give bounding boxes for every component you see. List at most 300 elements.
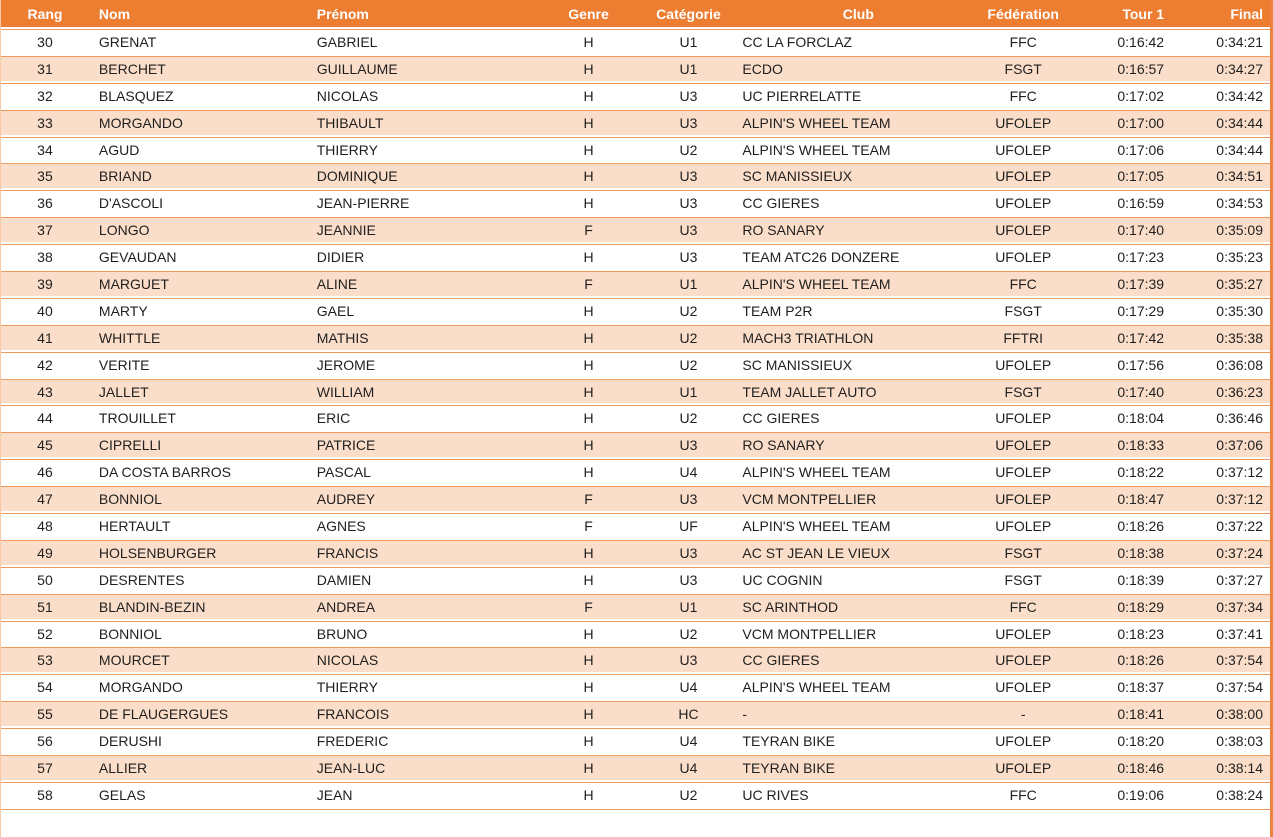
cell-federation: UFOLEP bbox=[995, 222, 1052, 239]
cell-tour1: 0:18:33 bbox=[1117, 437, 1165, 454]
header-club: Club bbox=[842, 5, 874, 22]
cell-final: 0:37:12 bbox=[1216, 491, 1263, 508]
cell-categorie: U3 bbox=[679, 544, 698, 561]
cell-federation: UFOLEP bbox=[995, 759, 1052, 776]
cell-prenom: PASCAL bbox=[316, 464, 371, 481]
cell-prenom: NICOLAS bbox=[316, 652, 379, 669]
cell-genre: H bbox=[583, 437, 594, 454]
cell-tour1: 0:17:39 bbox=[1117, 275, 1165, 292]
cell-genre: H bbox=[583, 33, 594, 50]
cell-tour1: 0:16:57 bbox=[1117, 60, 1165, 77]
cell-rang: 44 bbox=[37, 410, 53, 427]
header-categorie: Catégorie bbox=[656, 5, 721, 22]
cell-nom: MARTY bbox=[98, 302, 148, 319]
table-row bbox=[1, 486, 1273, 511]
cell-categorie: U3 bbox=[679, 491, 698, 508]
header-final: Final bbox=[1230, 5, 1263, 22]
cell-categorie: U4 bbox=[679, 464, 698, 481]
cell-federation: UFOLEP bbox=[995, 491, 1052, 508]
cell-categorie: U3 bbox=[679, 222, 698, 239]
cell-final: 0:34:53 bbox=[1216, 195, 1263, 212]
cell-tour1: 0:17:40 bbox=[1117, 222, 1165, 239]
table-row bbox=[1, 432, 1273, 457]
table-header-row bbox=[1, 0, 1273, 27]
cell-final: 0:35:38 bbox=[1216, 329, 1263, 346]
cell-rang: 48 bbox=[37, 517, 53, 534]
table-row bbox=[1, 110, 1273, 135]
table-row bbox=[1, 325, 1273, 350]
cell-rang: 55 bbox=[37, 706, 53, 723]
cell-federation: UFOLEP bbox=[995, 195, 1052, 212]
cell-categorie: U2 bbox=[679, 141, 698, 158]
cell-club: UC PIERRELATTE bbox=[742, 87, 862, 104]
cell-final: 0:37:54 bbox=[1216, 652, 1263, 669]
cell-club: ECDO bbox=[742, 60, 783, 77]
cell-club: SC MANISSIEUX bbox=[742, 356, 853, 373]
cell-prenom: GABRIEL bbox=[316, 33, 378, 50]
cell-club: VCM MONTPELLIER bbox=[742, 625, 877, 642]
header-prenom: Prénom bbox=[316, 5, 369, 22]
table-row bbox=[1, 782, 1273, 807]
cell-categorie: U3 bbox=[679, 168, 698, 185]
cell-categorie: UF bbox=[679, 517, 698, 534]
cell-federation: FSGT bbox=[1004, 383, 1042, 400]
cell-rang: 33 bbox=[37, 114, 53, 131]
cell-rang: 42 bbox=[37, 356, 53, 373]
cell-federation: UFOLEP bbox=[995, 464, 1052, 481]
cell-prenom: JEAN-PIERRE bbox=[316, 195, 410, 212]
cell-prenom: NICOLAS bbox=[316, 87, 379, 104]
cell-categorie: U3 bbox=[679, 195, 698, 212]
cell-final: 0:37:41 bbox=[1216, 625, 1263, 642]
cell-nom: AGUD bbox=[98, 141, 140, 158]
cell-nom: MOURCET bbox=[98, 652, 170, 669]
cell-rang: 38 bbox=[37, 249, 53, 266]
table-row bbox=[1, 217, 1273, 242]
cell-prenom: JEANNIE bbox=[316, 222, 376, 239]
cell-club: ALPIN'S WHEEL TEAM bbox=[742, 275, 891, 292]
cell-nom: CIPRELLI bbox=[98, 437, 162, 454]
cell-genre: H bbox=[583, 625, 594, 642]
cell-tour1: 0:18:26 bbox=[1117, 517, 1165, 534]
table-row bbox=[1, 728, 1273, 753]
cell-federation: FFC bbox=[1009, 87, 1037, 104]
cell-federation: UFOLEP bbox=[995, 679, 1052, 696]
cell-categorie: U4 bbox=[679, 679, 698, 696]
cell-final: 0:35:23 bbox=[1216, 249, 1263, 266]
cell-rang: 54 bbox=[37, 679, 53, 696]
cell-federation: UFOLEP bbox=[995, 168, 1052, 185]
cell-categorie: U2 bbox=[679, 625, 698, 642]
cell-final: 0:34:27 bbox=[1216, 60, 1263, 77]
cell-categorie: U1 bbox=[679, 383, 698, 400]
cell-final: 0:36:23 bbox=[1216, 383, 1263, 400]
cell-club: TEYRAN BIKE bbox=[742, 733, 836, 750]
cell-nom: VERITE bbox=[98, 356, 150, 373]
table-bottom-border bbox=[1, 809, 1273, 810]
cell-final: 0:37:06 bbox=[1216, 437, 1263, 454]
table-row bbox=[1, 83, 1273, 108]
cell-categorie: U2 bbox=[679, 786, 698, 803]
cell-final: 0:37:24 bbox=[1216, 544, 1263, 561]
cell-genre: H bbox=[583, 544, 594, 561]
cell-club: RO SANARY bbox=[742, 222, 825, 239]
cell-federation: UFOLEP bbox=[995, 733, 1052, 750]
table-row bbox=[1, 755, 1273, 780]
cell-rang: 43 bbox=[37, 383, 53, 400]
cell-club: CC GIERES bbox=[742, 652, 820, 669]
cell-federation: FFC bbox=[1009, 33, 1037, 50]
cell-rang: 39 bbox=[37, 275, 53, 292]
cell-final: 0:37:54 bbox=[1216, 679, 1263, 696]
cell-rang: 46 bbox=[37, 464, 53, 481]
cell-club: VCM MONTPELLIER bbox=[742, 491, 877, 508]
cell-tour1: 0:18:41 bbox=[1117, 706, 1165, 723]
cell-categorie: U2 bbox=[679, 329, 698, 346]
cell-tour1: 0:16:42 bbox=[1117, 33, 1165, 50]
cell-tour1: 0:19:06 bbox=[1117, 786, 1165, 803]
cell-categorie: U2 bbox=[679, 410, 698, 427]
cell-rang: 49 bbox=[37, 544, 53, 561]
cell-club: - bbox=[742, 706, 748, 723]
cell-club: SC ARINTHOD bbox=[742, 598, 839, 615]
cell-tour1: 0:17:05 bbox=[1117, 168, 1165, 185]
cell-rang: 36 bbox=[37, 195, 53, 212]
cell-prenom: GAEL bbox=[316, 302, 355, 319]
cell-genre: H bbox=[583, 759, 594, 776]
cell-federation: UFOLEP bbox=[995, 410, 1052, 427]
table-row bbox=[1, 56, 1273, 81]
cell-genre: H bbox=[583, 114, 594, 131]
cell-nom: GEVAUDAN bbox=[98, 249, 177, 266]
table-row bbox=[1, 513, 1273, 538]
cell-genre: H bbox=[583, 706, 594, 723]
cell-prenom: ERIC bbox=[316, 410, 351, 427]
cell-genre: H bbox=[583, 329, 594, 346]
cell-rang: 34 bbox=[37, 141, 53, 158]
cell-categorie: U1 bbox=[679, 598, 698, 615]
header-federation: Fédération bbox=[987, 5, 1059, 22]
cell-tour1: 0:17:06 bbox=[1117, 141, 1165, 158]
cell-tour1: 0:17:29 bbox=[1117, 302, 1165, 319]
cell-nom: MORGANDO bbox=[98, 679, 183, 696]
cell-club: ALPIN'S WHEEL TEAM bbox=[742, 464, 891, 481]
cell-federation: FSGT bbox=[1004, 302, 1042, 319]
cell-club: MACH3 TRIATHLON bbox=[742, 329, 874, 346]
cell-club: CC GIERES bbox=[742, 410, 820, 427]
cell-federation: UFOLEP bbox=[995, 625, 1052, 642]
cell-final: 0:38:24 bbox=[1216, 786, 1263, 803]
cell-nom: BONNIOL bbox=[98, 491, 162, 508]
cell-club: ALPIN'S WHEEL TEAM bbox=[742, 679, 891, 696]
cell-rang: 35 bbox=[37, 168, 53, 185]
cell-final: 0:34:44 bbox=[1216, 114, 1263, 131]
cell-final: 0:37:34 bbox=[1216, 598, 1263, 615]
cell-rang: 57 bbox=[37, 759, 53, 776]
cell-nom: BLANDIN-BEZIN bbox=[98, 598, 206, 615]
cell-categorie: HC bbox=[678, 706, 699, 723]
cell-tour1: 0:18:23 bbox=[1117, 625, 1165, 642]
cell-rang: 58 bbox=[37, 786, 53, 803]
cell-prenom: ANDREA bbox=[316, 598, 376, 615]
cell-prenom: JEAN-LUC bbox=[316, 759, 386, 776]
cell-final: 0:38:00 bbox=[1216, 706, 1263, 723]
cell-categorie: U1 bbox=[679, 60, 698, 77]
cell-club: AC ST JEAN LE VIEUX bbox=[742, 544, 890, 561]
cell-tour1: 0:18:37 bbox=[1117, 679, 1165, 696]
cell-categorie: U2 bbox=[679, 302, 698, 319]
cell-nom: BERCHET bbox=[98, 60, 166, 77]
cell-genre: H bbox=[583, 786, 594, 803]
cell-genre: H bbox=[583, 302, 594, 319]
cell-federation: UFOLEP bbox=[995, 249, 1052, 266]
cell-club: ALPIN'S WHEEL TEAM bbox=[742, 517, 891, 534]
cell-rang: 41 bbox=[37, 329, 53, 346]
cell-rang: 30 bbox=[37, 33, 53, 50]
cell-federation: - bbox=[1020, 706, 1026, 723]
cell-categorie: U3 bbox=[679, 571, 698, 588]
cell-genre: H bbox=[583, 571, 594, 588]
table-row bbox=[1, 459, 1273, 484]
cell-final: 0:37:22 bbox=[1216, 517, 1263, 534]
table-row bbox=[1, 29, 1273, 54]
table-row bbox=[1, 567, 1273, 592]
cell-final: 0:37:27 bbox=[1216, 571, 1263, 588]
cell-federation: UFOLEP bbox=[995, 437, 1052, 454]
cell-prenom: THIERRY bbox=[316, 141, 378, 158]
cell-federation: FFC bbox=[1009, 275, 1037, 292]
cell-nom: MARGUET bbox=[98, 275, 169, 292]
cell-nom: DERUSHI bbox=[98, 733, 162, 750]
cell-prenom: FRANCOIS bbox=[316, 706, 390, 723]
cell-genre: H bbox=[583, 733, 594, 750]
cell-club: UC RIVES bbox=[742, 786, 809, 803]
cell-genre: F bbox=[584, 222, 593, 239]
cell-prenom: PATRICE bbox=[316, 437, 376, 454]
cell-nom: HOLSENBURGER bbox=[98, 544, 217, 561]
cell-nom: D'ASCOLI bbox=[98, 195, 164, 212]
header-tour1: Tour 1 bbox=[1122, 5, 1165, 22]
cell-rang: 53 bbox=[37, 652, 53, 669]
cell-nom: BLASQUEZ bbox=[98, 87, 174, 104]
header-genre: Genre bbox=[568, 5, 609, 22]
cell-nom: DA COSTA BARROS bbox=[98, 464, 231, 481]
cell-tour1: 0:17:56 bbox=[1117, 356, 1165, 373]
cell-nom: TROUILLET bbox=[98, 410, 176, 427]
cell-final: 0:34:42 bbox=[1216, 87, 1263, 104]
cell-categorie: U4 bbox=[679, 733, 698, 750]
cell-nom: DESRENTES bbox=[98, 571, 185, 588]
cell-nom: LONGO bbox=[98, 222, 150, 239]
cell-final: 0:36:46 bbox=[1216, 410, 1263, 427]
cell-prenom: WILLIAM bbox=[316, 383, 375, 400]
cell-federation: UFOLEP bbox=[995, 517, 1052, 534]
cell-rang: 31 bbox=[37, 60, 53, 77]
cell-genre: H bbox=[583, 60, 594, 77]
cell-prenom: MATHIS bbox=[316, 329, 369, 346]
table-row bbox=[1, 379, 1273, 404]
cell-genre: H bbox=[583, 679, 594, 696]
cell-tour1: 0:17:00 bbox=[1117, 114, 1165, 131]
table-row bbox=[1, 352, 1273, 377]
cell-nom: GRENAT bbox=[98, 33, 157, 50]
cell-federation: UFOLEP bbox=[995, 652, 1052, 669]
cell-tour1: 0:16:59 bbox=[1117, 195, 1165, 212]
cell-prenom: AUDREY bbox=[316, 491, 376, 508]
cell-final: 0:35:30 bbox=[1216, 302, 1263, 319]
cell-club: CC LA FORCLAZ bbox=[742, 33, 853, 50]
cell-genre: F bbox=[584, 598, 593, 615]
cell-club: ALPIN'S WHEEL TEAM bbox=[742, 141, 891, 158]
table-row bbox=[1, 163, 1273, 188]
cell-club: UC COGNIN bbox=[742, 571, 823, 588]
cell-categorie: U3 bbox=[679, 249, 698, 266]
cell-prenom: AGNES bbox=[316, 517, 366, 534]
cell-nom: GELAS bbox=[98, 786, 146, 803]
cell-prenom: BRUNO bbox=[316, 625, 368, 642]
cell-prenom: FREDERIC bbox=[316, 733, 389, 750]
table-row bbox=[1, 701, 1273, 726]
cell-prenom: THIBAULT bbox=[316, 114, 384, 131]
cell-prenom: THIERRY bbox=[316, 679, 378, 696]
cell-final: 0:38:14 bbox=[1216, 759, 1263, 776]
cell-categorie: U4 bbox=[679, 759, 698, 776]
cell-tour1: 0:18:46 bbox=[1117, 759, 1165, 776]
cell-tour1: 0:18:20 bbox=[1117, 733, 1165, 750]
table-row bbox=[1, 244, 1273, 269]
cell-prenom: DIDIER bbox=[316, 249, 365, 266]
cell-rang: 32 bbox=[37, 87, 53, 104]
cell-rang: 47 bbox=[37, 491, 53, 508]
cell-nom: JALLET bbox=[98, 383, 149, 400]
cell-genre: H bbox=[583, 383, 594, 400]
cell-prenom: ALINE bbox=[316, 275, 358, 292]
cell-nom: DE FLAUGERGUES bbox=[98, 706, 229, 723]
cell-genre: F bbox=[584, 491, 593, 508]
cell-categorie: U1 bbox=[679, 33, 698, 50]
table-row bbox=[1, 137, 1273, 162]
cell-final: 0:35:27 bbox=[1216, 275, 1263, 292]
cell-genre: F bbox=[584, 517, 593, 534]
cell-final: 0:34:51 bbox=[1216, 168, 1263, 185]
cell-tour1: 0:18:22 bbox=[1117, 464, 1165, 481]
cell-final: 0:38:03 bbox=[1216, 733, 1263, 750]
table-body bbox=[1, 29, 1273, 807]
cell-federation: FSGT bbox=[1004, 571, 1042, 588]
cell-rang: 40 bbox=[37, 302, 53, 319]
cell-genre: H bbox=[583, 249, 594, 266]
header-nom: Nom bbox=[98, 5, 131, 22]
cell-genre: H bbox=[583, 356, 594, 373]
cell-nom: MORGANDO bbox=[98, 114, 183, 131]
table-row bbox=[1, 298, 1273, 323]
table-row bbox=[1, 540, 1273, 565]
cell-rang: 37 bbox=[37, 222, 53, 239]
cell-club: TEAM ATC26 DONZERE bbox=[742, 249, 900, 266]
cell-final: 0:36:08 bbox=[1216, 356, 1263, 373]
cell-federation: FFC bbox=[1009, 786, 1037, 803]
cell-rang: 50 bbox=[37, 571, 53, 588]
cell-tour1: 0:18:04 bbox=[1117, 410, 1165, 427]
cell-final: 0:34:21 bbox=[1216, 33, 1263, 50]
cell-tour1: 0:17:40 bbox=[1117, 383, 1165, 400]
cell-federation: UFOLEP bbox=[995, 114, 1052, 131]
cell-tour1: 0:17:42 bbox=[1117, 329, 1165, 346]
table-row bbox=[1, 271, 1273, 296]
header-rang: Rang bbox=[27, 5, 63, 22]
cell-tour1: 0:18:38 bbox=[1117, 544, 1165, 561]
cell-categorie: U3 bbox=[679, 114, 698, 131]
table-row bbox=[1, 405, 1273, 430]
cell-genre: H bbox=[583, 87, 594, 104]
cell-nom: BONNIOL bbox=[98, 625, 162, 642]
cell-federation: FFTRI bbox=[1003, 329, 1044, 346]
table-row bbox=[1, 594, 1273, 619]
table-row bbox=[1, 674, 1273, 699]
cell-categorie: U3 bbox=[679, 437, 698, 454]
cell-rang: 52 bbox=[37, 625, 53, 642]
cell-categorie: U1 bbox=[679, 275, 698, 292]
cell-tour1: 0:18:29 bbox=[1117, 598, 1165, 615]
cell-club: TEYRAN BIKE bbox=[742, 759, 836, 776]
cell-federation: UFOLEP bbox=[995, 356, 1052, 373]
cell-final: 0:34:44 bbox=[1216, 141, 1263, 158]
cell-tour1: 0:17:23 bbox=[1117, 249, 1165, 266]
cell-prenom: JEROME bbox=[316, 356, 376, 373]
cell-club: TEAM JALLET AUTO bbox=[742, 383, 877, 400]
table-row bbox=[1, 647, 1273, 672]
cell-federation: FSGT bbox=[1004, 60, 1042, 77]
cell-nom: WHITTLE bbox=[98, 329, 161, 346]
cell-nom: BRIAND bbox=[98, 168, 152, 185]
cell-tour1: 0:18:26 bbox=[1117, 652, 1165, 669]
cell-rang: 56 bbox=[37, 733, 53, 750]
cell-prenom: DOMINIQUE bbox=[316, 168, 398, 185]
cell-club: TEAM P2R bbox=[742, 302, 813, 319]
cell-federation: FSGT bbox=[1004, 544, 1042, 561]
cell-genre: H bbox=[583, 195, 594, 212]
cell-club: SC MANISSIEUX bbox=[742, 168, 853, 185]
cell-genre: H bbox=[583, 410, 594, 427]
cell-categorie: U3 bbox=[679, 87, 698, 104]
cell-final: 0:37:12 bbox=[1216, 464, 1263, 481]
cell-final: 0:35:09 bbox=[1216, 222, 1263, 239]
cell-tour1: 0:17:02 bbox=[1117, 87, 1165, 104]
table-row bbox=[1, 190, 1273, 215]
cell-genre: H bbox=[583, 464, 594, 481]
cell-federation: FFC bbox=[1009, 598, 1037, 615]
cell-nom: ALLIER bbox=[98, 759, 148, 776]
cell-tour1: 0:18:47 bbox=[1117, 491, 1165, 508]
cell-federation: UFOLEP bbox=[995, 141, 1052, 158]
cell-genre: H bbox=[583, 168, 594, 185]
cell-rang: 51 bbox=[37, 598, 53, 615]
cell-prenom: GUILLAUME bbox=[316, 60, 398, 77]
cell-genre: H bbox=[583, 652, 594, 669]
cell-genre: F bbox=[584, 275, 593, 292]
cell-tour1: 0:18:39 bbox=[1117, 571, 1165, 588]
cell-club: ALPIN'S WHEEL TEAM bbox=[742, 114, 891, 131]
cell-club: CC GIERES bbox=[742, 195, 820, 212]
cell-prenom: JEAN bbox=[316, 786, 353, 803]
cell-genre: H bbox=[583, 141, 594, 158]
cell-prenom: DAMIEN bbox=[316, 571, 372, 588]
cell-nom: HERTAULT bbox=[98, 517, 171, 534]
cell-categorie: U3 bbox=[679, 652, 698, 669]
cell-rang: 45 bbox=[37, 437, 53, 454]
cell-categorie: U2 bbox=[679, 356, 698, 373]
cell-club: RO SANARY bbox=[742, 437, 825, 454]
